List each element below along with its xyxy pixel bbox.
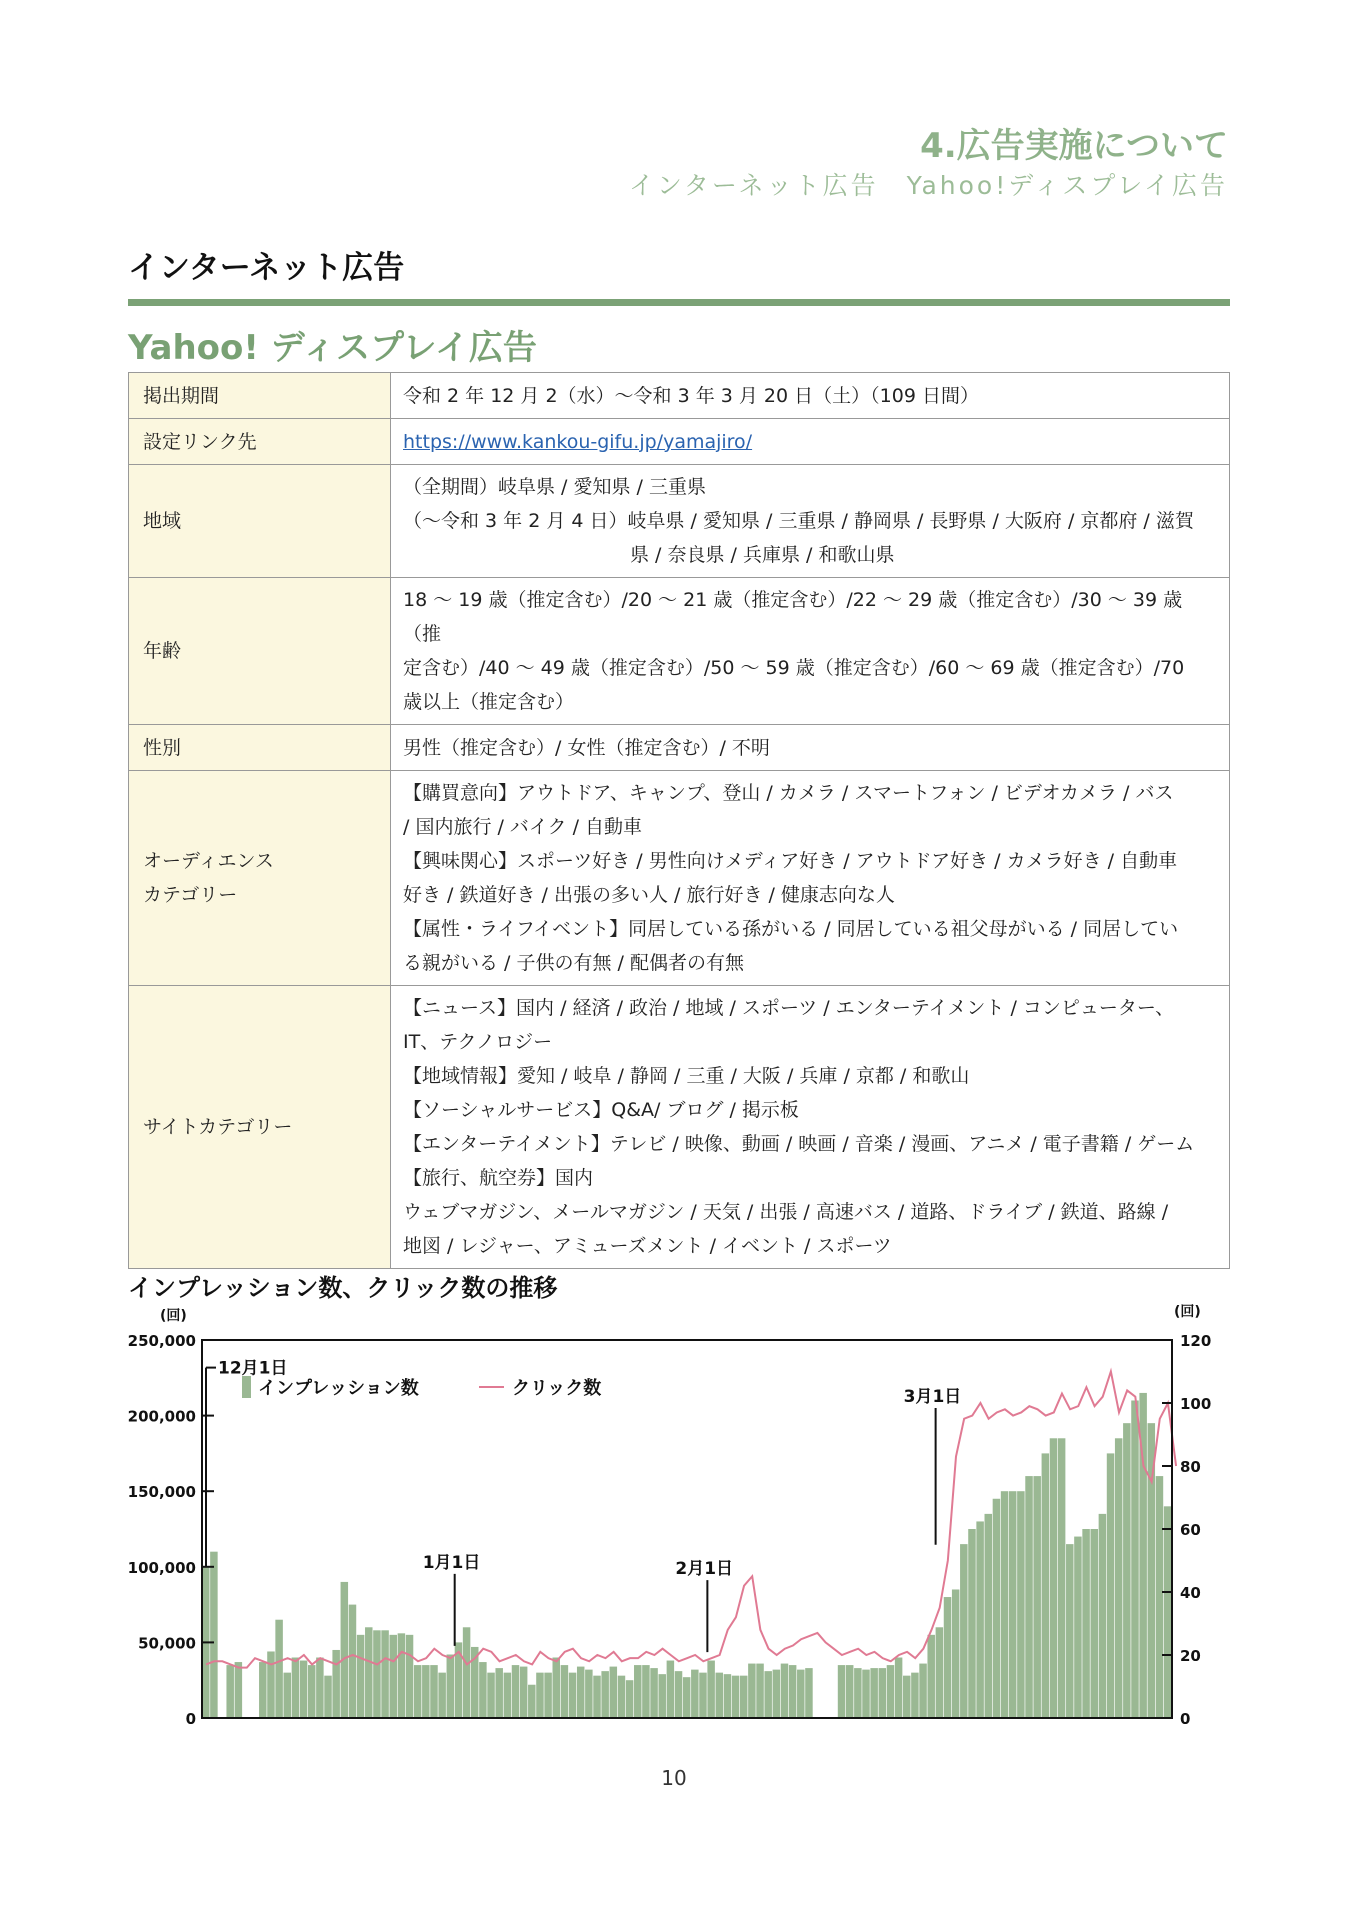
impression-bar [862,1670,870,1718]
row-label-period: 掲出期間 [129,373,391,419]
impression-bar [618,1676,626,1718]
impression-bar [373,1630,381,1718]
region-line: 県 / 奈良県 / 兵庫県 / 和歌山県 [630,544,895,566]
impression-bar [235,1662,243,1718]
impression-bar [927,1635,935,1718]
audience-line: 【購買意向】アウトドア、キャンプ、登山 / カメラ / スマートフォン / ビデオカメラ / バス [403,782,1174,804]
impression-bar [601,1671,609,1718]
impression-bar [292,1658,300,1718]
impression-bar [210,1552,218,1718]
annotation-label: 3月1日 [903,1387,962,1407]
site-line: 【ニュース】国内 / 経済 / 政治 / 地域 / スポーツ / エンターテイメント / コンピューター、 [403,997,1175,1019]
row-value-site [391,986,1230,1269]
impression-bar [275,1620,283,1718]
impression-bar [479,1662,487,1718]
impression-bar [504,1673,512,1718]
audience-line: 好き / 鉄道好き / 出張の多い人 / 旅行好き / 健康志向な人 [403,884,895,906]
impression-bar [422,1665,430,1718]
impression-bar [870,1668,878,1718]
impression-bar [1058,1438,1066,1718]
impression-bar [1123,1423,1131,1718]
impression-bar [773,1670,781,1718]
left-tick-label: 50,000 [138,1634,196,1653]
audience-line: る親がいる / 子供の有無 / 配偶者の有無 [403,952,744,974]
impression-bar [740,1676,748,1718]
impression-bar [324,1676,332,1718]
impression-bar [707,1661,715,1718]
legend-bar-swatch [242,1376,251,1398]
site-line: 【地域情報】愛知 / 岐阜 / 静岡 / 三重 / 大阪 / 兵庫 / 京都 / 和歌山 [403,1065,970,1087]
impression-bar [1074,1537,1082,1718]
impression-bar [381,1630,389,1718]
impression-bar [626,1680,634,1718]
impressions-clicks-chart [120,1300,1230,1740]
age-line: 定含む）/40 〜 49 歳（推定含む）/50 〜 59 歳（推定含む）/60 〜 69 歳（推定含む）/70 [403,657,1185,679]
row-label-link: 設定リンク先 [129,419,391,465]
region-line: （〜令和 3 年 2 月 4 日）岐阜県 / 愛知県 / 三重県 / 静岡県 / 長野県 / 大阪府 / 京都府 / 滋賀 [403,510,1194,532]
impression-bar [308,1665,316,1718]
destination-link[interactable]: https://www.kankou-gifu.jp/yamajiro/ [403,430,753,453]
impression-bar [544,1673,552,1718]
right-tick-label: 120 [1180,1332,1212,1350]
audience-line: 【属性・ライフイベント】同居している孫がいる / 同居している祖父母がいる / 同居してい [403,918,1179,940]
chart-title: インプレッション数、クリック数の推移 [128,1274,558,1302]
impression-bar [365,1627,373,1718]
impression-bar [1025,1476,1033,1718]
impression-bar [569,1673,577,1718]
page-title: インターネット広告 [128,250,405,286]
impression-bar [1066,1544,1074,1718]
impression-bar [756,1664,764,1718]
row-value-age [391,578,1230,725]
table-row [129,771,1230,986]
impression-bar [585,1670,593,1718]
table-row [129,578,1230,725]
impression-bar [553,1658,561,1718]
impression-bar [332,1650,340,1718]
title-rule [128,299,1230,306]
impression-bar [610,1667,618,1718]
impression-bar [577,1667,585,1718]
audience-label-line: オーディエンス [143,850,274,872]
row-value-region [391,465,1230,578]
page-number: 10 [661,1766,687,1790]
impression-bar [259,1662,267,1718]
row-value-link [391,419,1230,465]
impression-bar [593,1676,601,1718]
left-tick-label: 250,000 [127,1332,196,1350]
impression-bar [1115,1438,1123,1718]
impression-bar [993,1499,1001,1718]
right-tick-label: 20 [1180,1647,1201,1665]
impression-bar [724,1674,732,1718]
impression-bar [838,1665,846,1718]
left-axis-unit: (回) [160,1308,187,1324]
section-subtitle: インターネット広告 Yahoo!ディスプレイ広告 [628,171,1228,200]
annotation-label: 12月1日 [218,1358,288,1379]
site-line: IT、テクノロジー [403,1031,553,1053]
table-row [129,373,1230,419]
impression-bar [1001,1491,1009,1718]
site-line: ウェブマガジン、メールマガジン / 天気 / 出張 / 高速バス / 道路、ドライブ / 鉄道、路線 / [403,1201,1169,1223]
impression-bar [1009,1491,1017,1718]
impression-bar [879,1668,887,1718]
impression-bar [691,1670,699,1718]
table-row [129,465,1230,578]
legend-bar-label: インプレッション数 [258,1378,419,1399]
impression-bar [1042,1453,1050,1718]
region-line: （全期間）岐阜県 / 愛知県 / 三重県 [403,476,706,498]
impression-bar [675,1671,683,1718]
impression-bar [1164,1506,1172,1718]
impression-bar [398,1633,406,1718]
site-line: 【旅行、航空券】国内 [403,1167,594,1189]
annotation-label: 1月1日 [422,1552,481,1573]
impression-bar [1082,1529,1090,1718]
impression-bar [284,1673,292,1718]
ad-spec-table [128,372,1230,1269]
row-label-audience [129,771,391,986]
row-value-gender: 男性（推定含む）/ 女性（推定含む）/ 不明 [391,725,1230,771]
impression-bar [846,1665,854,1718]
impression-bar [414,1665,422,1718]
impression-bar [919,1664,927,1718]
right-tick-label: 100 [1180,1395,1212,1413]
right-tick-label: 40 [1180,1584,1201,1602]
impression-bar [658,1674,666,1718]
impression-bar [1156,1476,1164,1718]
impression-bar [667,1661,675,1718]
audience-line: 【興味関心】スポーツ好き / 男性向けメディア好き / アウトドア好き / カメラ好き / 自動車 [403,850,1178,872]
right-axis-unit: (回) [1174,1304,1201,1320]
right-tick-label: 0 [1180,1710,1191,1728]
impression-bar [699,1673,707,1718]
impression-bar [634,1665,642,1718]
impression-bar [1050,1438,1058,1718]
impression-bar [1033,1476,1041,1718]
page-subtitle: Yahoo! ディスプレイ広告 [128,328,537,368]
impression-bar [960,1544,968,1718]
impression-bar [536,1673,544,1718]
impression-bar [805,1668,813,1718]
audience-label-line: カテゴリー [143,884,238,906]
impression-bar [854,1668,862,1718]
impression-bar [300,1661,308,1718]
impression-bar [936,1627,944,1718]
right-tick-label: 60 [1180,1521,1201,1539]
left-tick-label: 200,000 [127,1407,196,1426]
impression-bar [911,1673,919,1718]
impression-bar [447,1655,455,1719]
impression-bar [789,1665,797,1718]
impression-bar [797,1670,805,1718]
impression-bar [764,1671,772,1718]
row-label-region: 地域 [129,465,391,578]
impression-bar [406,1635,414,1718]
impression-bar [341,1582,349,1718]
impression-bar [650,1668,658,1718]
impression-bar [463,1627,471,1718]
audience-line: / 国内旅行 / バイク / 自動車 [403,816,643,838]
impression-bar [968,1529,976,1718]
impression-bar [732,1676,740,1718]
site-line: 【エンターテイメント】テレビ / 映像、動画 / 映画 / 音楽 / 漫画、アニメ / 電子書籍 / ゲーム [403,1133,1195,1155]
impression-bar [748,1664,756,1718]
impression-bar [944,1597,952,1718]
impression-bar [316,1658,324,1718]
annotation-label: 2月1日 [675,1559,734,1580]
table-row [129,725,1230,771]
impression-bar [1099,1514,1107,1718]
impression-bar [430,1665,438,1718]
impression-bar [1090,1529,1098,1718]
impression-bar [683,1677,691,1718]
impression-bar [487,1673,495,1718]
impression-bar [349,1605,357,1718]
impression-bar [389,1635,397,1718]
row-value-period: 令和 2 年 12 月 2（水）〜令和 3 年 3 月 20 日（土）（109 日間） [391,373,1230,419]
impression-bar [895,1658,903,1718]
impression-bar [952,1589,960,1718]
age-line: 18 〜 19 歳（推定含む）/20 〜 21 歳（推定含む）/22 〜 29 歳（推定含む）/30 〜 39 歳（推 [403,589,1183,645]
impression-bar [561,1665,569,1718]
row-value-audience [391,771,1230,986]
impression-bar [985,1514,993,1718]
impression-bar [1017,1491,1025,1718]
row-label-site: サイトカテゴリー [129,986,391,1269]
impression-bar [495,1668,503,1718]
impression-bar [512,1665,520,1718]
impression-bar [887,1665,895,1718]
impression-bar [716,1673,724,1718]
impression-bar [1107,1453,1115,1718]
impression-bar [903,1676,911,1718]
table-row [129,419,1230,465]
impression-bar [357,1635,365,1718]
impression-bar [1131,1400,1139,1718]
impression-bar [438,1673,446,1718]
row-label-age: 年齢 [129,578,391,725]
site-line: 【ソーシャルサービス】Q&A/ ブログ / 掲示板 [403,1099,799,1121]
left-tick-label: 150,000 [127,1483,196,1502]
impression-bar [520,1667,528,1718]
legend-line-label: クリック数 [512,1378,602,1399]
impression-bar [781,1664,789,1718]
table-row [129,986,1230,1269]
impression-bar [976,1521,984,1718]
impression-bar [267,1651,275,1718]
age-line: 歳以上（推定含む） [403,691,575,713]
left-tick-label: 0 [185,1710,196,1728]
impression-bar [642,1665,650,1718]
impression-bar [528,1685,536,1718]
right-tick-label: 80 [1180,1458,1201,1476]
row-label-gender: 性別 [129,725,391,771]
site-line: 地図 / レジャー、アミューズメント / イベント / スポーツ [403,1235,892,1257]
left-tick-label: 100,000 [127,1558,196,1577]
section-number: 4.広告実施について [920,126,1228,166]
impression-bar [226,1665,234,1718]
